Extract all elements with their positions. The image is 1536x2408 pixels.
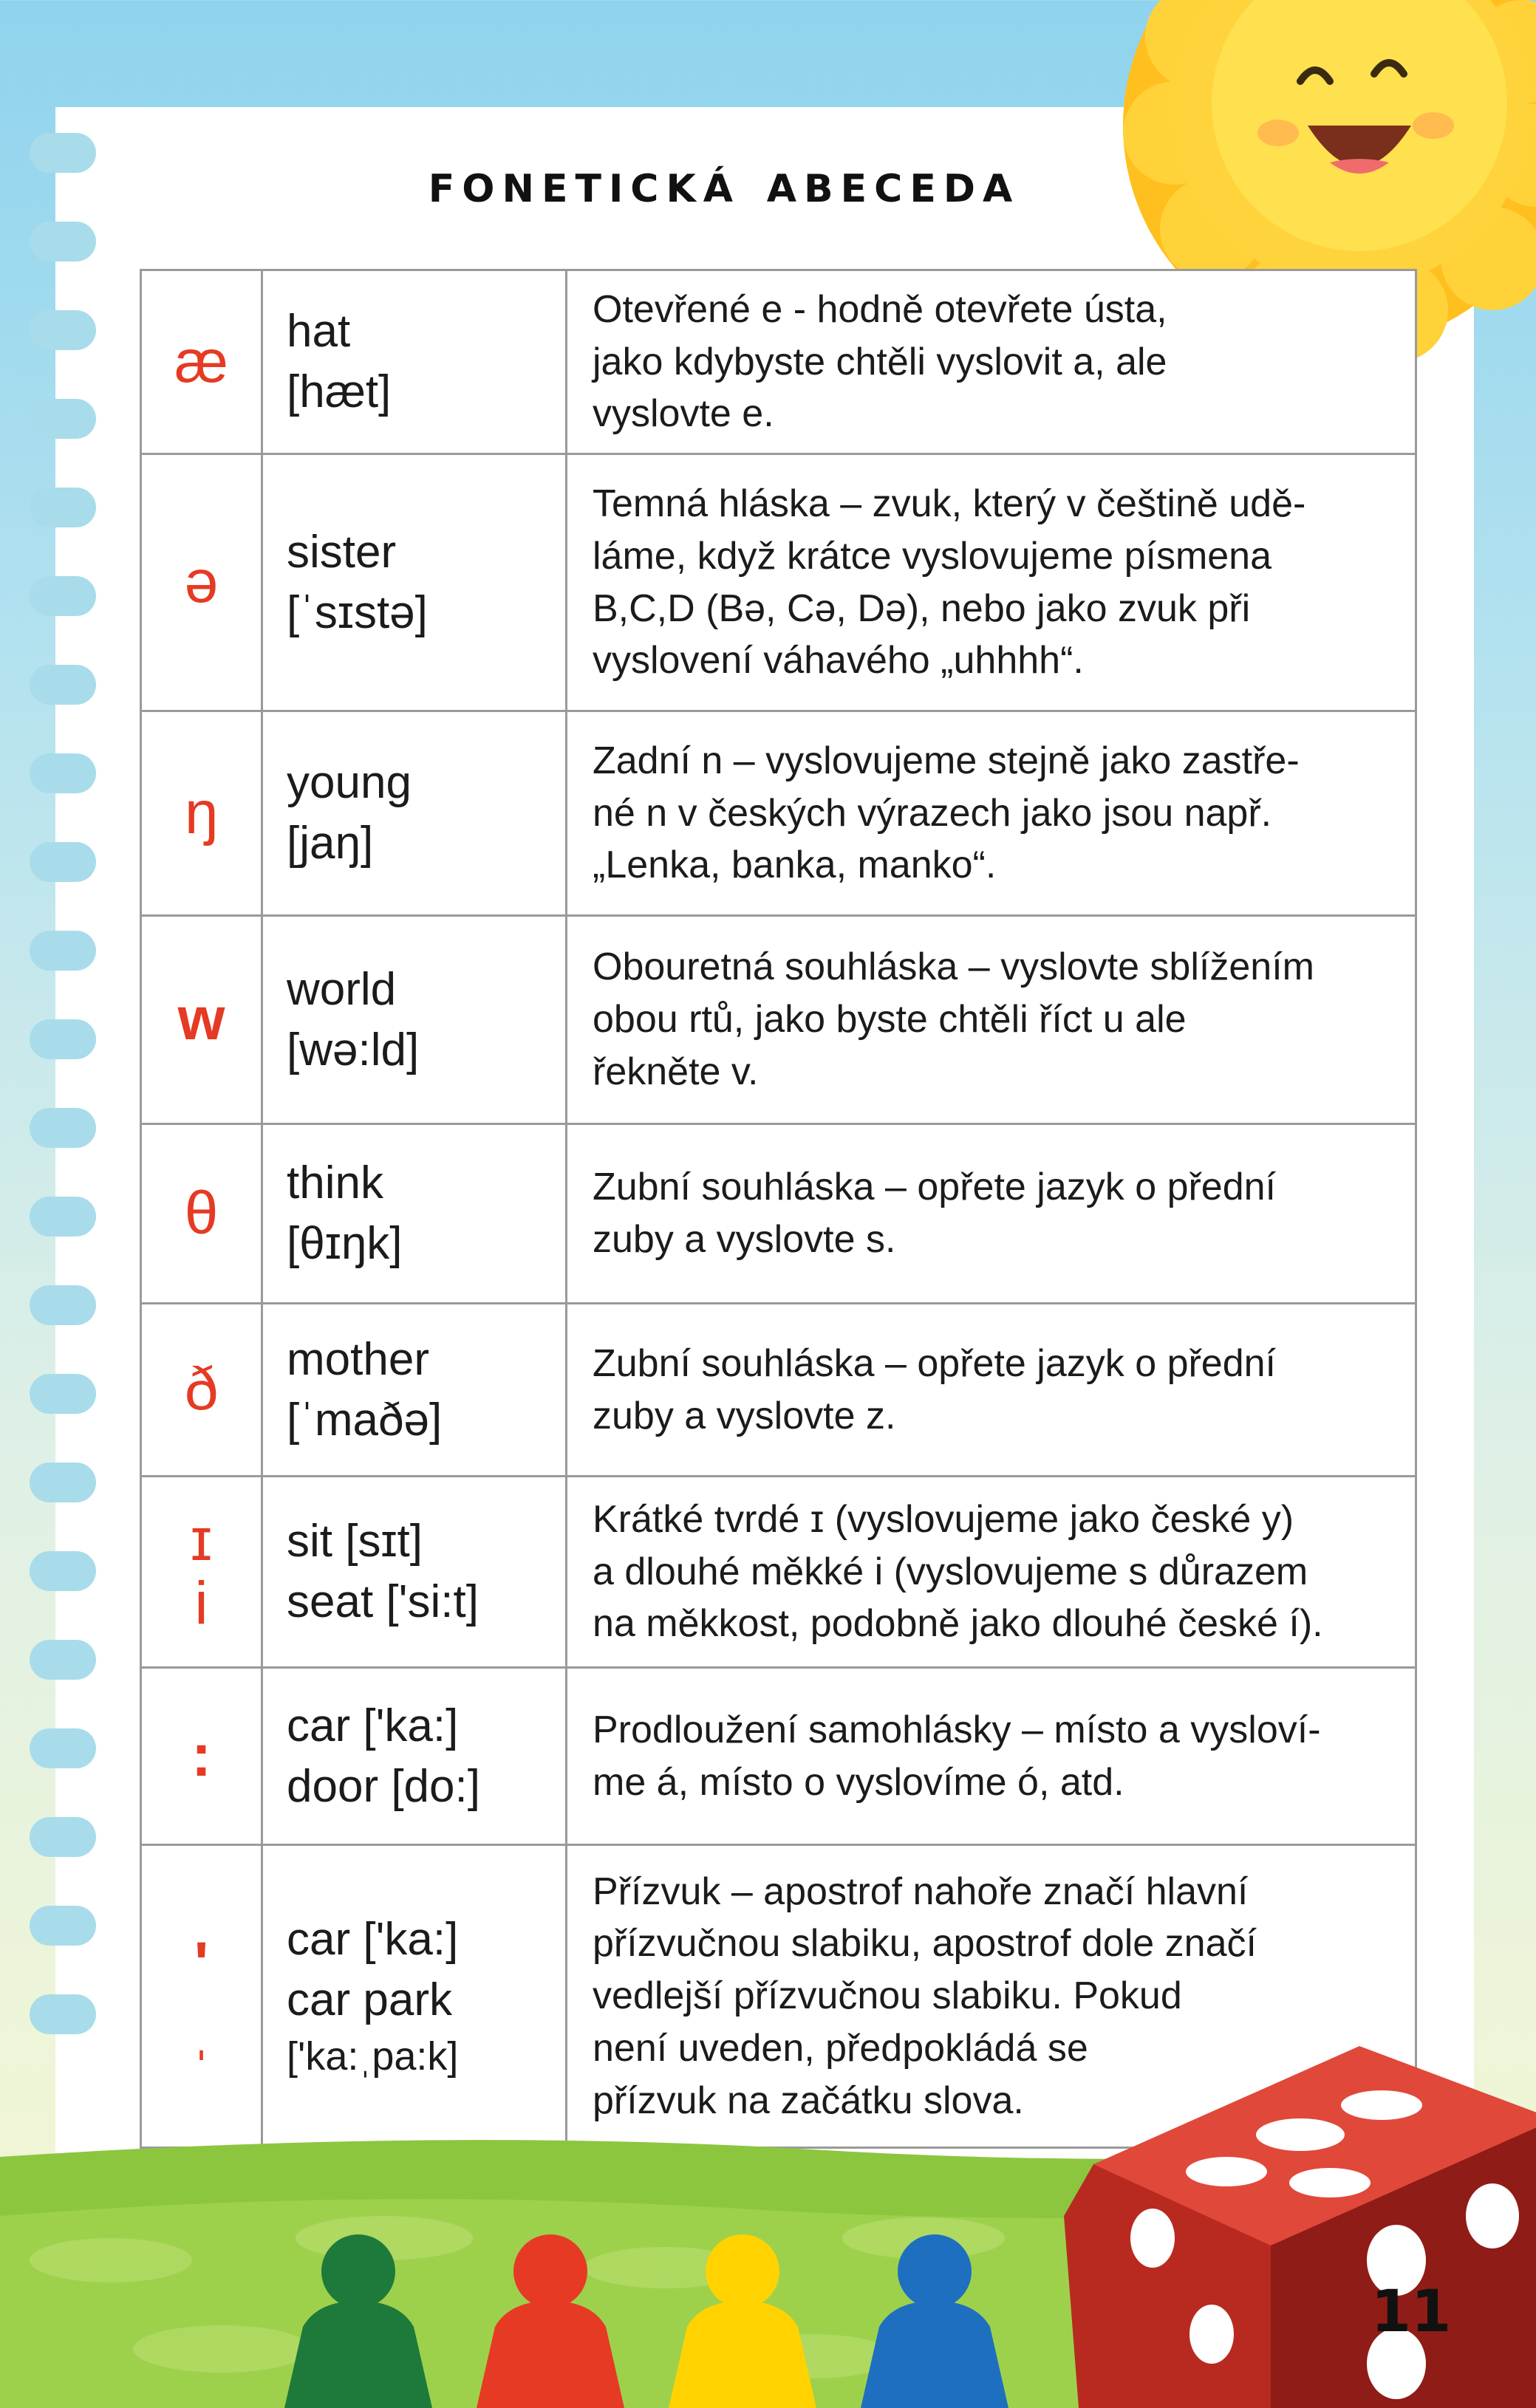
- description-line: né n v českých výrazech jako jsou např.: [593, 791, 1272, 835]
- table-row: [141, 711, 1416, 916]
- phonetic-symbol: ð: [184, 1355, 219, 1423]
- table-row: [141, 270, 1416, 454]
- description-line: B,C,D (Bə, Cə, Də), nebo jako zvuk při: [593, 586, 1251, 630]
- example-transcription: [θɪŋk]: [287, 1218, 403, 1269]
- description-line: Zubní souhláska – opřete jazyk o přední: [593, 1166, 1277, 1209]
- description-line: vedlejší přízvučnou slabiku. Pokud: [593, 1974, 1182, 2018]
- description-line: Prodloužení samohlásky – místo a vysloví-: [593, 1708, 1321, 1751]
- symbol-cell: [141, 1668, 262, 1845]
- table-row: [141, 1124, 1416, 1304]
- example-cell: [262, 454, 567, 711]
- example-word: car park: [287, 1974, 452, 2025]
- example-word: sister: [287, 526, 397, 578]
- example-cell: [262, 270, 567, 454]
- description-line: láme, když krátce vyslovujeme písmena: [593, 534, 1272, 578]
- symbol-cell: [141, 1845, 262, 2148]
- table-row: [141, 1477, 1416, 1668]
- phonetic-symbol: i: [194, 1570, 208, 1637]
- table-row: [141, 1668, 1416, 1845]
- phonetic-symbol: θ: [184, 1179, 219, 1247]
- description-line: zuby a vyslovte z.: [593, 1394, 896, 1437]
- description-line: Krátké tvrdé ɪ (vyslovujeme jako české y): [593, 1497, 1294, 1541]
- example-word: car ['ka:]: [287, 1914, 459, 1966]
- description-cell: [567, 1477, 1416, 1668]
- description-line: „Lenka, banka, manko“.: [593, 844, 997, 887]
- phonetic-symbol: :: [191, 1722, 212, 1790]
- description-cell: [567, 1668, 1416, 1845]
- phonetic-symbol: ˌ: [191, 1994, 212, 2062]
- phonetic-table: [140, 269, 1417, 2149]
- table-row: [141, 1304, 1416, 1477]
- description-line: Zubní souhláska – opřete jazyk o přední: [593, 1341, 1277, 1385]
- symbol-cell: [141, 1124, 262, 1304]
- description-line: zuby a vyslovte s.: [593, 1218, 896, 1261]
- description-line: Přízvuk – apostrof nahoře značí hlavní: [593, 1870, 1249, 1913]
- description-cell: [567, 711, 1416, 916]
- example-word: hat: [287, 306, 351, 358]
- table-row: [141, 454, 1416, 711]
- phonetic-symbol: æ: [174, 327, 228, 395]
- description-cell: [567, 454, 1416, 711]
- phonetic-symbol: ': [194, 1930, 209, 1998]
- description-line: Temná hláska – zvuk, který v češtině udě-: [593, 482, 1306, 526]
- example-word: seat ['si:t]: [287, 1576, 479, 1627]
- description-line: a dlouhé měkké i (vyslovujeme s důrazem: [593, 1550, 1308, 1593]
- symbol-cell: [141, 711, 262, 916]
- symbol-cell: [141, 454, 262, 711]
- symbol-cell: [141, 270, 262, 454]
- description-line: Obouretná souhláska – vyslovte sblížením: [593, 945, 1314, 989]
- example-word: young: [287, 757, 412, 809]
- description-line: není uveden, předpokládá se: [593, 2026, 1088, 2070]
- example-word: think: [287, 1157, 383, 1209]
- page-number: 11: [1371, 2279, 1452, 2345]
- example-word: mother: [287, 1333, 429, 1385]
- description-cell: [567, 1304, 1416, 1477]
- example-transcription: [hæt]: [287, 366, 392, 417]
- example-word: world: [287, 963, 397, 1015]
- example-cell: [262, 1845, 567, 2148]
- description-line: Zadní n – vyslovujeme stejně jako zastře-: [593, 739, 1300, 782]
- description-line: přízvučnou slabiku, apostrof dole značí: [593, 1922, 1257, 1966]
- description-line: obou rtů, jako byste chtěli říct u ale: [593, 998, 1187, 1041]
- phonetic-symbol: ə: [184, 548, 219, 616]
- example-transcription: ['ka:ˌpa:k]: [287, 2034, 459, 2079]
- example-word: door [do:]: [287, 1760, 480, 1812]
- dice-illustration: [1049, 2024, 1536, 2408]
- example-word: sit [sɪt]: [287, 1516, 423, 1567]
- table-row: [141, 916, 1416, 1124]
- example-cell: [262, 1668, 567, 1845]
- example-cell: [262, 1124, 567, 1304]
- example-cell: [262, 711, 567, 916]
- description-line: řekněte v.: [593, 1050, 759, 1093]
- phonetic-symbol: w: [177, 985, 225, 1053]
- description-line: přízvuk na začátku slova.: [593, 2079, 1024, 2122]
- description-line: vyslovte e.: [593, 392, 774, 436]
- phonetic-symbol: ŋ: [184, 779, 219, 846]
- page-title: fonetická abeceda: [428, 151, 1020, 215]
- example-word: car ['ka:]: [287, 1700, 459, 1751]
- example-transcription: [wə:ld]: [287, 1024, 420, 1075]
- example-transcription: [ˈmaðə]: [287, 1394, 443, 1446]
- description-cell: [567, 916, 1416, 1124]
- symbol-cell: [141, 1477, 262, 1668]
- description-line: na měkkost, podobně jako dlouhé české í).: [593, 1602, 1323, 1646]
- example-cell: [262, 1477, 567, 1668]
- description-cell: [567, 270, 1416, 454]
- description-cell: [567, 1124, 1416, 1304]
- phonetic-symbol: ɪ: [190, 1505, 213, 1573]
- example-cell: [262, 1304, 567, 1477]
- description-line: me á, místo o vyslovíme ó, atd.: [593, 1760, 1124, 1804]
- example-transcription: [jaŋ]: [287, 818, 374, 869]
- example-transcription: [ˈsɪstə]: [287, 586, 428, 638]
- description-line: vyslovení váhavého „uhhhh“.: [593, 639, 1084, 683]
- description-line: Otevřené e - hodně otevřete ústa,: [593, 287, 1167, 331]
- description-line: jako kdybyste chtěli vyslovit a, ale: [593, 340, 1167, 383]
- symbol-cell: [141, 1304, 262, 1477]
- symbol-cell: [141, 916, 262, 1124]
- example-cell: [262, 916, 567, 1124]
